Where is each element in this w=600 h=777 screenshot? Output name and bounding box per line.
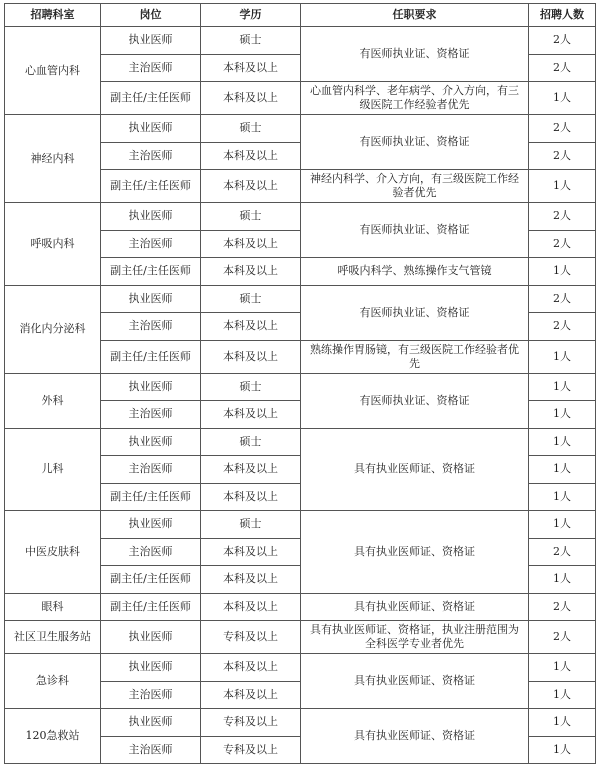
requirement-cell: 神经内科学、介入方向，有三级医院工作经验者优先: [301, 170, 529, 203]
requirement-cell: 具有执业医师证、资格证，执业注册范围为全科医学专业者优先: [301, 621, 529, 654]
requirement-cell: 熟练操作胃肠镜，有三级医院工作经验者优先: [301, 340, 529, 373]
department-cell: 社区卫生服务站: [5, 621, 101, 654]
count-cell: 2人: [529, 54, 596, 82]
education-cell: 本科及以上: [201, 483, 301, 511]
count-cell: 2人: [529, 593, 596, 621]
count-cell: 1人: [529, 170, 596, 203]
count-cell: 2人: [529, 285, 596, 313]
count-cell: 1人: [529, 483, 596, 511]
table-row: [5, 373, 596, 401]
table-row: [5, 511, 596, 539]
education-cell: 硕士: [201, 373, 301, 401]
table-row: [5, 428, 596, 456]
requirement-cell: 具有执业医师证、资格证: [301, 709, 529, 764]
post-cell: 执业医师: [101, 115, 201, 143]
education-cell: 本科及以上: [201, 538, 301, 566]
count-cell: 1人: [529, 258, 596, 286]
education-cell: 本科及以上: [201, 401, 301, 429]
count-cell: 2人: [529, 203, 596, 231]
post-cell: 执业医师: [101, 203, 201, 231]
education-cell: 本科及以上: [201, 230, 301, 258]
post-cell: 执业医师: [101, 709, 201, 737]
count-cell: 1人: [529, 654, 596, 682]
education-cell: 硕士: [201, 115, 301, 143]
count-cell: 1人: [529, 373, 596, 401]
count-cell: 1人: [529, 736, 596, 764]
count-cell: 2人: [529, 115, 596, 143]
post-cell: 主治医师: [101, 456, 201, 484]
table-row: [5, 27, 596, 55]
post-cell: 主治医师: [101, 736, 201, 764]
post-cell: 副主任/主任医师: [101, 82, 201, 115]
header-requirements: 任职要求: [301, 4, 529, 27]
count-cell: 2人: [529, 230, 596, 258]
requirement-cell: 具有执业医师证、资格证: [301, 654, 529, 709]
header-department: 招聘科室: [5, 4, 101, 27]
post-cell: 主治医师: [101, 681, 201, 709]
education-cell: 本科及以上: [201, 82, 301, 115]
recruitment-table: [4, 3, 596, 764]
requirement-cell: 具有执业医师证、资格证: [301, 428, 529, 511]
count-cell: 2人: [529, 538, 596, 566]
header-post: 岗位: [101, 4, 201, 27]
education-cell: 本科及以上: [201, 654, 301, 682]
education-cell: 本科及以上: [201, 681, 301, 709]
department-cell: 心血管内科: [5, 27, 101, 115]
table-row: [5, 621, 596, 654]
education-cell: 硕士: [201, 27, 301, 55]
post-cell: 主治医师: [101, 538, 201, 566]
post-cell: 主治医师: [101, 142, 201, 170]
post-cell: 执业医师: [101, 511, 201, 539]
post-cell: 副主任/主任医师: [101, 483, 201, 511]
department-cell: 眼科: [5, 593, 101, 621]
post-cell: 主治医师: [101, 313, 201, 341]
education-cell: 本科及以上: [201, 566, 301, 594]
requirement-cell: 有医师执业证、资格证: [301, 285, 529, 340]
post-cell: 执业医师: [101, 654, 201, 682]
education-cell: 本科及以上: [201, 170, 301, 203]
table-row: [5, 654, 596, 682]
post-cell: 执业医师: [101, 285, 201, 313]
education-cell: 硕士: [201, 511, 301, 539]
post-cell: 执业医师: [101, 428, 201, 456]
count-cell: 2人: [529, 27, 596, 55]
requirement-cell: 有医师执业证、资格证: [301, 203, 529, 258]
header-count: 招聘人数: [529, 4, 596, 27]
requirement-cell: 心血管内科学、老年病学、介入方向，有三级医院工作经验者优先: [301, 82, 529, 115]
department-cell: 神经内科: [5, 115, 101, 203]
post-cell: 副主任/主任医师: [101, 170, 201, 203]
department-cell: 120急救站: [5, 709, 101, 764]
education-cell: 本科及以上: [201, 340, 301, 373]
count-cell: 1人: [529, 82, 596, 115]
requirement-cell: 有医师执业证、资格证: [301, 373, 529, 428]
post-cell: 主治医师: [101, 230, 201, 258]
count-cell: 2人: [529, 621, 596, 654]
count-cell: 1人: [529, 456, 596, 484]
department-cell: 儿科: [5, 428, 101, 511]
education-cell: 本科及以上: [201, 258, 301, 286]
requirement-cell: 有医师执业证、资格证: [301, 27, 529, 82]
table-row: [5, 593, 596, 621]
table-row: [5, 285, 596, 313]
count-cell: 1人: [529, 401, 596, 429]
count-cell: 1人: [529, 428, 596, 456]
count-cell: 1人: [529, 511, 596, 539]
education-cell: 本科及以上: [201, 54, 301, 82]
count-cell: 1人: [529, 681, 596, 709]
education-cell: 本科及以上: [201, 313, 301, 341]
education-cell: 硕士: [201, 428, 301, 456]
post-cell: 副主任/主任医师: [101, 593, 201, 621]
education-cell: 本科及以上: [201, 456, 301, 484]
header-education: 学历: [201, 4, 301, 27]
count-cell: 1人: [529, 709, 596, 737]
requirement-cell: 具有执业医师证、资格证: [301, 593, 529, 621]
post-cell: 执业医师: [101, 27, 201, 55]
count-cell: 1人: [529, 340, 596, 373]
table-row: [5, 203, 596, 231]
education-cell: 本科及以上: [201, 593, 301, 621]
department-cell: 呼吸内科: [5, 203, 101, 286]
education-cell: 硕士: [201, 285, 301, 313]
education-cell: 硕士: [201, 203, 301, 231]
post-cell: 执业医师: [101, 373, 201, 401]
count-cell: 2人: [529, 313, 596, 341]
count-cell: 1人: [529, 566, 596, 594]
department-cell: 中医皮肤科: [5, 511, 101, 594]
requirement-cell: 有医师执业证、资格证: [301, 115, 529, 170]
header-row: [5, 4, 596, 27]
post-cell: 副主任/主任医师: [101, 566, 201, 594]
table-row: [5, 709, 596, 737]
education-cell: 专科及以上: [201, 621, 301, 654]
department-cell: 急诊科: [5, 654, 101, 709]
education-cell: 专科及以上: [201, 709, 301, 737]
count-cell: 2人: [529, 142, 596, 170]
post-cell: 执业医师: [101, 621, 201, 654]
department-cell: 外科: [5, 373, 101, 428]
post-cell: 副主任/主任医师: [101, 258, 201, 286]
post-cell: 主治医师: [101, 401, 201, 429]
requirement-cell: 具有执业医师证、资格证: [301, 511, 529, 594]
requirement-cell: 呼吸内科学、熟练操作支气管镜: [301, 258, 529, 286]
education-cell: 专科及以上: [201, 736, 301, 764]
post-cell: 主治医师: [101, 54, 201, 82]
table-row: [5, 115, 596, 143]
post-cell: 副主任/主任医师: [101, 340, 201, 373]
department-cell: 消化内分泌科: [5, 285, 101, 373]
education-cell: 本科及以上: [201, 142, 301, 170]
